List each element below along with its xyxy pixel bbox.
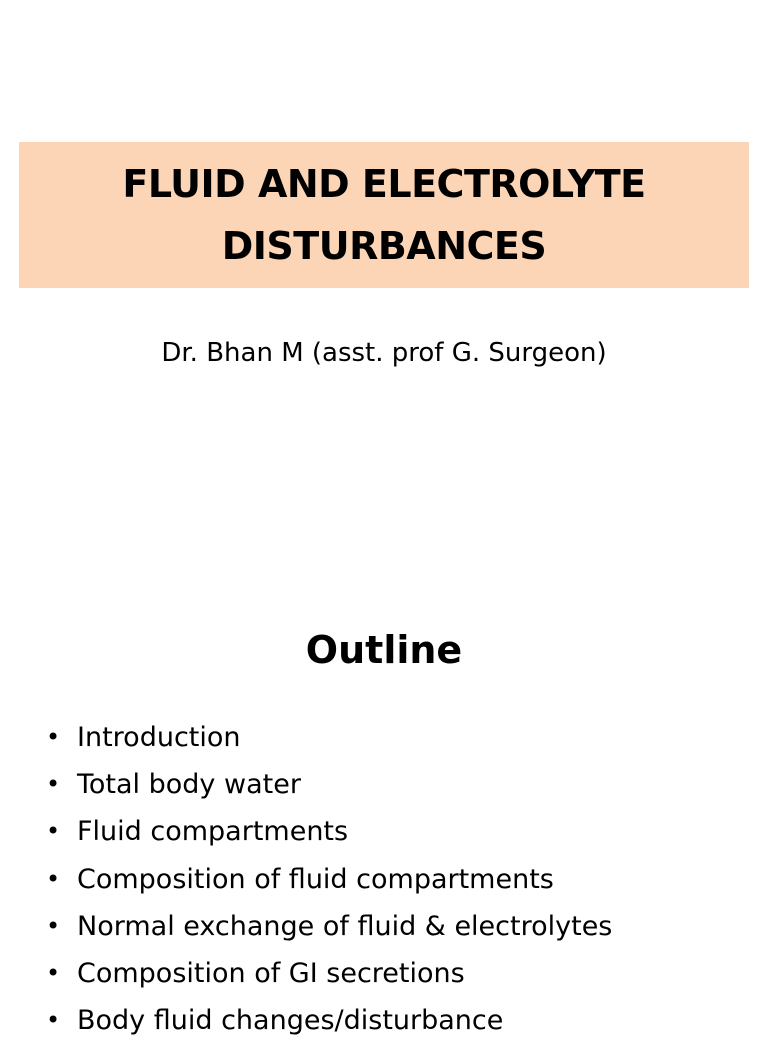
outline-item-normal-exchange [0,903,768,950]
outline-item-label: Normal exchange of fluid & electrolytes [77,910,613,942]
outline-item-body-fluid-changes [0,997,768,1044]
slide-title [122,153,645,277]
outline-list [0,714,768,1044]
bullet-icon: • [46,817,61,846]
outline-item-label: Fluid compartments [77,816,349,848]
outline-item-introduction [0,714,768,761]
bullet-icon: • [46,864,61,893]
outline-item-label: Composition of fluid compartments [77,863,554,895]
slide-subtitle: Dr. Bhan M (asst. prof G. Surgeon) [161,338,607,368]
outline-item-label: Introduction [77,722,241,753]
outline-item-fluid-compartments [0,808,768,855]
slide-title-line-2: DISTURBANCES [221,224,547,268]
outline-item-total-body-water [0,761,768,808]
bullet-icon: • [46,723,61,751]
outline-item-composition-of-fluid-compartments [0,856,768,903]
bullet-icon: • [46,958,61,987]
outline-heading: Outline [305,628,463,672]
bullet-icon: • [46,911,61,940]
bullet-icon: • [46,770,61,799]
bullet-icon: • [46,1006,61,1035]
slide-title-line-1: FLUID AND ELECTROLYTE [122,162,646,206]
outline-item-label: Total body water [77,769,301,801]
outline-item-label: Composition of GI secretions [77,957,465,989]
outline-item-gi-secretions [0,950,768,997]
title-band [19,142,749,288]
outline-item-label: Body fluid changes/disturbance [77,1005,504,1037]
